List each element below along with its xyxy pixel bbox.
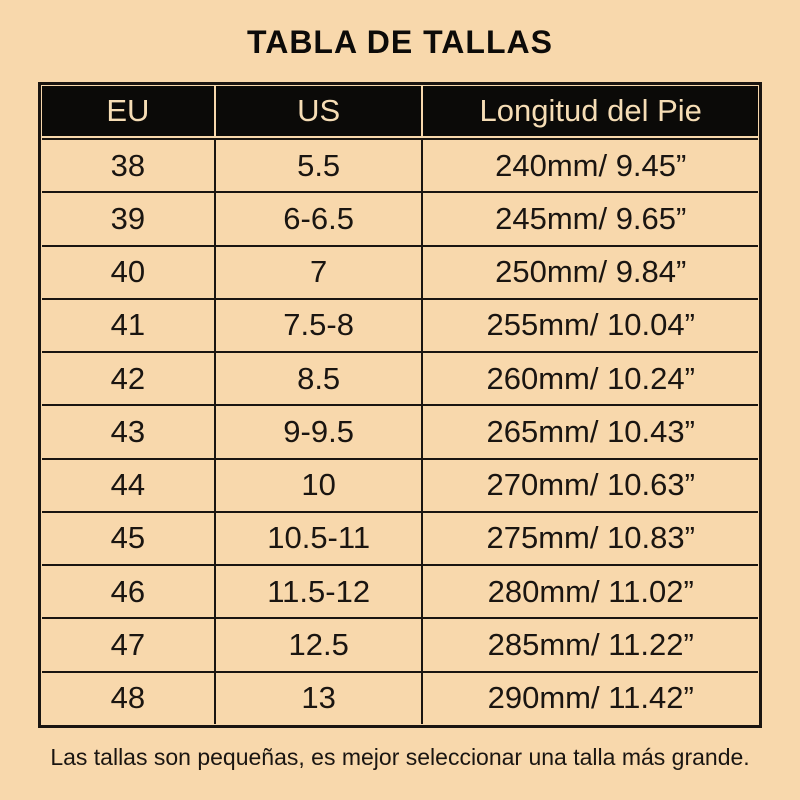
cell-eu: 42 bbox=[42, 351, 214, 404]
header-cell-us: US bbox=[214, 86, 422, 138]
cell-foot-length: 260mm/ 10.24” bbox=[421, 351, 758, 404]
table-row bbox=[42, 564, 758, 617]
cell-eu: 41 bbox=[42, 298, 214, 351]
cell-us: 7.5-8 bbox=[214, 298, 422, 351]
table-row bbox=[42, 511, 758, 564]
cell-us: 10 bbox=[214, 458, 422, 511]
size-table-container bbox=[38, 82, 762, 728]
cell-us: 8.5 bbox=[214, 351, 422, 404]
cell-foot-length: 265mm/ 10.43” bbox=[421, 404, 758, 457]
cell-foot-length: 270mm/ 10.63” bbox=[421, 458, 758, 511]
cell-foot-length: 280mm/ 11.02” bbox=[421, 564, 758, 617]
cell-foot-length: 240mm/ 9.45” bbox=[421, 138, 758, 191]
cell-eu: 45 bbox=[42, 511, 214, 564]
table-row bbox=[42, 671, 758, 724]
cell-eu: 44 bbox=[42, 458, 214, 511]
cell-us: 6-6.5 bbox=[214, 191, 422, 244]
size-table bbox=[42, 86, 758, 724]
table-header-row bbox=[42, 86, 758, 138]
cell-us: 7 bbox=[214, 245, 422, 298]
table-row bbox=[42, 138, 758, 191]
cell-eu: 48 bbox=[42, 671, 214, 724]
cell-eu: 39 bbox=[42, 191, 214, 244]
cell-eu: 38 bbox=[42, 138, 214, 191]
cell-foot-length: 255mm/ 10.04” bbox=[421, 298, 758, 351]
header-cell-foot-length: Longitud del Pie bbox=[421, 86, 758, 138]
table-row bbox=[42, 298, 758, 351]
table-row bbox=[42, 191, 758, 244]
cell-foot-length: 275mm/ 10.83” bbox=[421, 511, 758, 564]
cell-foot-length: 245mm/ 9.65” bbox=[421, 191, 758, 244]
cell-foot-length: 285mm/ 11.22” bbox=[421, 617, 758, 670]
table-row bbox=[42, 458, 758, 511]
cell-foot-length: 290mm/ 11.42” bbox=[421, 671, 758, 724]
page-title: TABLA DE TALLAS bbox=[247, 24, 553, 60]
cell-us: 5.5 bbox=[214, 138, 422, 191]
cell-us: 10.5-11 bbox=[214, 511, 422, 564]
cell-eu: 40 bbox=[42, 245, 214, 298]
table-row bbox=[42, 617, 758, 670]
footer-note: Las tallas son pequeñas, es mejor seleccionar una talla más grande. bbox=[50, 744, 750, 770]
cell-foot-length: 250mm/ 9.84” bbox=[421, 245, 758, 298]
cell-eu: 46 bbox=[42, 564, 214, 617]
table-row bbox=[42, 404, 758, 457]
cell-us: 9-9.5 bbox=[214, 404, 422, 457]
cell-eu: 47 bbox=[42, 617, 214, 670]
cell-us: 11.5-12 bbox=[214, 564, 422, 617]
table-row bbox=[42, 351, 758, 404]
cell-eu: 43 bbox=[42, 404, 214, 457]
cell-us: 12.5 bbox=[214, 617, 422, 670]
cell-us: 13 bbox=[214, 671, 422, 724]
header-cell-eu: EU bbox=[42, 86, 214, 138]
table-row bbox=[42, 245, 758, 298]
